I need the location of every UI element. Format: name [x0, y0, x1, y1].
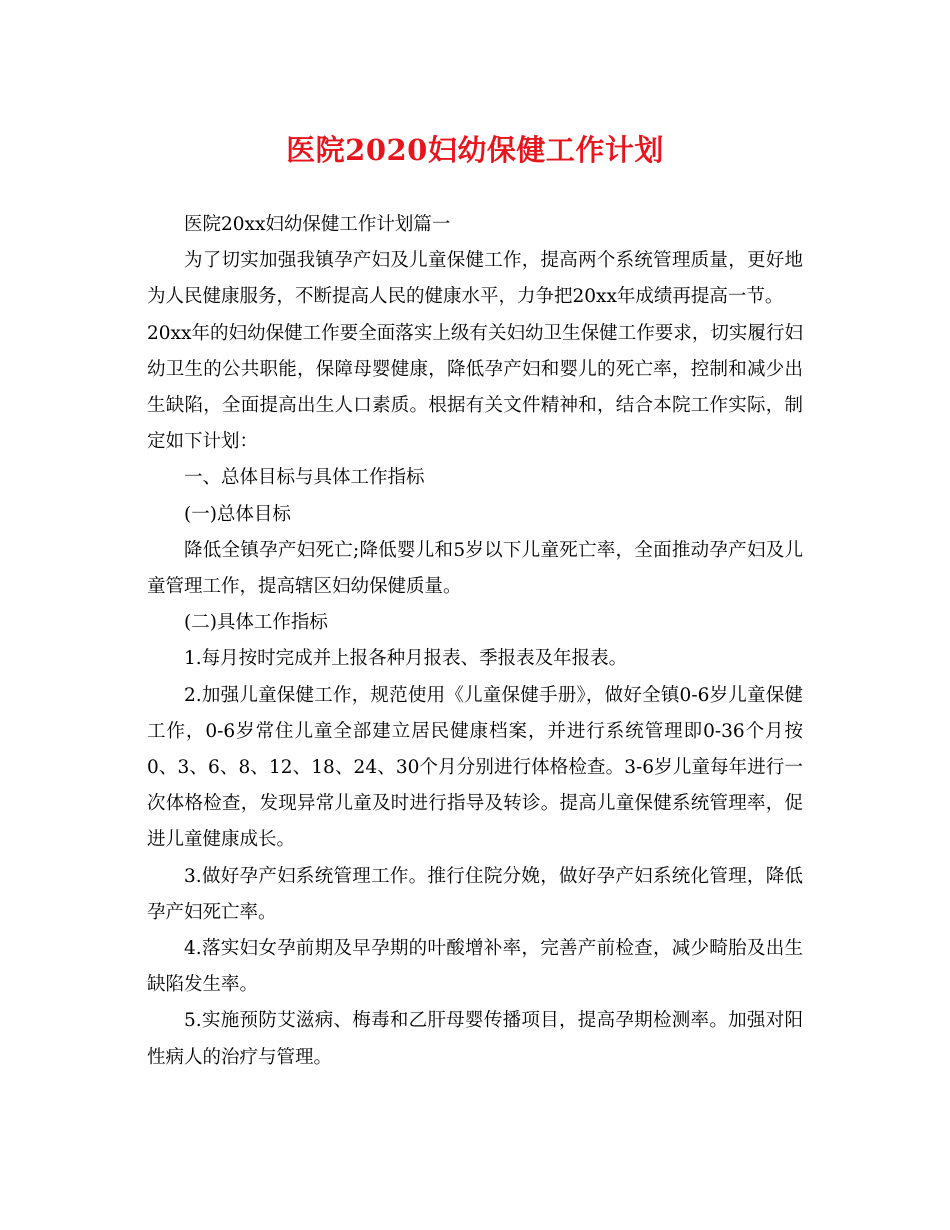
- document-body: [147, 207, 803, 1076]
- paragraph-requirements: 20xx年的妇幼保健工作要全面落实上级有关妇幼卫生保健工作要求，切实履行妇幼卫生的公共职能，保障母婴健康，降低孕产妇和婴儿的死亡率，控制和减少出生缺陷，全面提高出生人口素质。根据有关文件精神和，结合本院工作实际，制定如下计划：: [147, 322, 803, 453]
- list-item-4: 4.落实妇女孕前期及早孕期的叶酸增补率，完善产前检查，减少畸胎及出生缺陷发生率。: [147, 938, 803, 996]
- list-item-1: 1.每月按时完成并上报各种月报表、季报表及年报表。: [184, 648, 628, 670]
- paragraph-intro: 为了切实加强我镇孕产妇及儿童保健工作，提高两个系统管理质量，更好地为人民健康服务，不断提高人民的健康水平，力争把20xx年成绩再提高一节。: [147, 250, 803, 308]
- paragraph-subtitle: 医院20xx妇幼保健工作计划篇一: [184, 214, 451, 235]
- subsection-heading-indicators: (二)具体工作指标: [184, 612, 328, 634]
- section-heading-goals: 一、总体目标与具体工作指标: [184, 467, 425, 489]
- list-item-5: 5.实施预防艾滋病、梅毒和乙肝母婴传播项目，提高孕期检测率。加强对阳性病人的治疗与管理。: [147, 1010, 803, 1068]
- subsection-heading-overall: (一)总体目标: [184, 503, 291, 525]
- paragraph-overall-goal: 降低全镇孕产妇死亡;降低婴儿和5岁以下儿童死亡率，全面推动孕产妇及儿童管理工作，提高辖区妇幼保健质量。: [147, 539, 803, 598]
- document-title: 医院2020妇幼保健工作计划: [286, 133, 664, 167]
- list-item-2: 2.加强儿童保健工作，规范使用《儿童保健手册》，做好全镇0-6岁儿童保健工作，0-6岁常住儿童全部建立居民健康档案，并进行系统管理即0-36个月按0、3、6、8、12、18、24、30个月分别进行体格检查。3-6岁儿童每年进行一次体格检查，发现异常儿童及时进行指导及转诊。提高儿童保健系统管理率，促进儿童健康成长。: [147, 684, 803, 851]
- list-item-3: 3.做好孕产妇系统管理工作。推行住院分娩，做好孕产妇系统化管理，降低孕产妇死亡率。: [147, 865, 803, 923]
